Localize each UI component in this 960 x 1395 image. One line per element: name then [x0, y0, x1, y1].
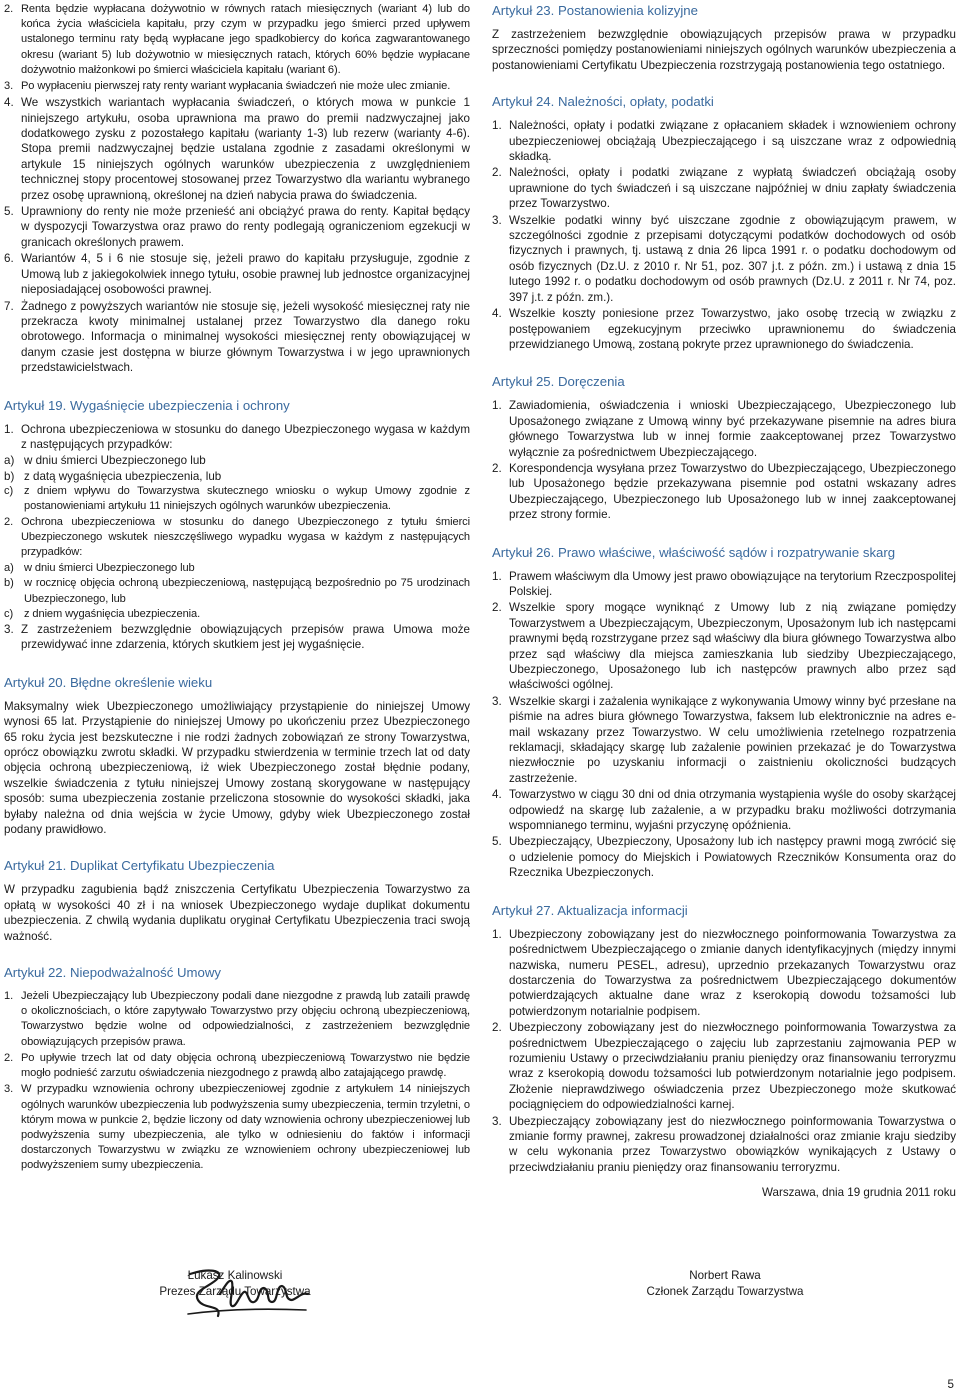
- sub-list: [4, 453, 470, 514]
- article-26-heading: Artykuł 26. Prawo właściwe, właściwość sądów i rozpatrywanie skarg: [492, 544, 896, 560]
- list-item: 1. Prawem właściwym dla Umowy jest prawo obowiązujące na terytorium Rzeczpospolitej Polskiej.: [492, 569, 956, 598]
- list-item: 3. Po wypłaceniu pierwszej raty renty wariant wypłacania świadczeń nie może ulec zmianie.: [4, 80, 451, 93]
- signatory-name: Norbert Rawa: [689, 1269, 761, 1282]
- signature-block-right: [620, 1268, 830, 1299]
- list-item: 1. Ochrona ubezpieczeniowa w stosunku do danego Ubezpieczonego wygasa w każdym z następujących przypadków:: [4, 422, 470, 451]
- list-item: 1. Zawiadomienia, oświadczenia i wnioski Ubezpieczającego, Ubezpieczonego lub Uposażonego związane z Umową winny być przekazywane pisemnie na adres biura głównego Towarzystwa lub w innej formie zaakceptowanej przez Towarzystwo wyłącznie za pośrednictwem Ubezpieczającego.: [492, 399, 956, 459]
- list-item: 3. Z zastrzeżeniem bezwzględnie obowiązujących przepisów prawa Umowa może przewidywać inne zdarzenia, których skutkiem jest jej wygaśnięcie.: [4, 622, 470, 652]
- article-22-heading: Artykuł 22. Niepodważalność Umowy: [4, 965, 221, 981]
- article-23-heading: Artykuł 23. Postanowienia kolizyjne: [492, 3, 698, 18]
- list-item: 6. Wariantów 4, 5 i 6 nie stosuje się, jeżeli prawo do kapitału przysługuje, zgodnie z Umową lub z jakiegokolwiek innego tytułu, osobie prawnej lub jednostce organizacyjnej nieposiadającej osobowości prawnej.: [4, 252, 470, 297]
- sub-list: [4, 561, 470, 622]
- right-column: [492, 2, 956, 1201]
- list-item: 2. Korespondencja wysyłana przez Towarzystwo do Ubezpieczającego, Ubezpieczonego lub Uposażonego będzie przekazywana pisemnie pod ostatni wskazany adres Ubezpieczającego, Ubezpieczonego lub Uposażonego lub w innej zaakceptowanej przez strony formie.: [492, 461, 956, 522]
- left-column: [4, 2, 470, 1175]
- list-item: 1. Jeżeli Ubezpieczający lub Ubezpieczony podali dane niezgodne z prawdą lub zatаili prawdę o okolicznościach, o które zapytywało Towarzystwo przy objęciu ochroną ubezpieczeniową, Towarzystwo będzie wolne od odpowiedzialności, z zastrzeżeniem bezwzględnie obowiązujących przepisów prawa.: [4, 990, 470, 1048]
- article-21-text: W przypadku zagubienia bądź zniszczenia Certyfikatu Ubezpieczenia Towarzystwo za opłatą w wysokości 40 zł i na wniosek Ubezpieczonego wydaje duplikat dokumentu ubezpieczenia. Z chwilą wydania duplikatu oryginał Certyfikatu Ubezpieczenia traci swoją ważność.: [4, 883, 470, 943]
- list-item: 3. Wszelkie podatki winny być uiszczane zgodnie z obowiązującym prawem, w szczególności zgodnie z przepisami dotyczącymi podatków dochodowych od osób fizycznych i prawnych, tj. ustawą z dnia 26 lipca 1991 r. o podatku dochodowym od osób fizycznych (Dz.U. z 2010 r. Nr 51, poz. 307 j.t. z późn. zm.) i ustawą z dnia 15 lutego 1992 r. o podatku dochodowym od osób prawnych (Dz.U. z 2011 r. Nr 74, poz. 397 j.t. z późn. zm.).: [492, 213, 956, 304]
- sub-item: c) z dniem wygaśnięcia ubezpieczenia.: [4, 607, 201, 620]
- article-25-heading: Artykuł 25. Doręczenia: [492, 374, 625, 390]
- sub-item: b) z datą wygaśnięcia ubezpieczenia, lub: [4, 469, 222, 483]
- list-item: 1. Należności, opłaty i podatki związane z opłacaniem składek i wznowieniem ochrony ubezpieczeniowej obciążają Ubezpieczającego i są uiszczane wraz z odpowiednią składką.: [492, 119, 956, 164]
- list-item: 4. We wszystkich wariantach wypłacania świadczeń, o których mowa w punkcie 1 niniejszego artykułu, osoba uprawniona ma prawo do premii nadzwyczajnej jako dodatkowego zysku z pozostałego kapitału (warianty 1-3) lub rezerw (warianty 4-6). Stopa premii nadzwyczajnej będzie ustalana zgodnie z zasadami określonymi w artykule 15 niniejszych ogólnych warunków ubezpieczenia z uwzględnieniem technicznej stopy procentowej stosowanej przez Towarzystwo dla wariantu wybranego przez osobę uprawnioną, określonej na dzień nabycia prawa do świadczenia.: [4, 96, 470, 202]
- list-item: 2. Po upływie trzech lat od daty objęcia ochroną ubezpieczeniową Towarzystwo nie będzie mogło podnieść zarzutu oświadczenia niezgodnego z prawdą albo zatajającego prawdę.: [4, 1051, 470, 1080]
- list-item: 3. W przypadku wznowienia ochrony ubezpieczeniowej zgodnie z artykułem 14 niniejszych ogólnych warunków ubezpieczenia lub podwyższenia sumy ubezpieczenia, termin trzyletni, o którym mowa w punkcie 2, będzie liczony od daty wznowienia ochrony ubezpieczeniowej lub podwyższenia sumy ubezpieczenia, ale tylko w odniesieniu do faktów i informacji dostarczonych Towarzystwu w związku ze wznowieniem ochrony ubezpieczeniowej lub podwyższeniem sumy ubezpieczenia.: [4, 1083, 470, 1172]
- signatory-name: Łukasz Kalinowski: [187, 1269, 283, 1282]
- signatory-role: Prezes Zarządu Towarzystwa: [159, 1284, 311, 1298]
- list-item: 7. Żadnego z powyższych wariantów nie stosuje się, jeżeli wysokość miesięcznej raty nie przekracza kwoty minimalnej ustalanej przez Towarzystwo dla danego roku obrotowego. Informacja o minimalnej wysokości miesięcznej renty obowiązującej w danym czasie jest dostępna w biurze głównym Towarzystwa i w jego uprawnionych przedstawicielstwach.: [4, 299, 470, 375]
- list-item: 1. Ubezpieczony zobowiązany jest do niezwłocznego poinformowania Towarzystwa za pośrednictwem Ubezpieczającego o zmianie danych identyfikacyjnych (między innymi nazwiska, numeru PESEL, adresu), uprzednio przekazanych Towarzystwu oraz dostarczenia do Towarzystwa za pośrednictwem Ubezpieczającego dokumentów potwierdzających aktualne dane wraz z kserokopią dowodu tożsamości lub potwierdzonym notarialnie podpisem.: [492, 927, 956, 1018]
- article-24-heading: Artykuł 24. Należności, opłaty, podatki: [492, 94, 714, 110]
- article-21-heading: Artykuł 21. Duplikat Certyfikatu Ubezpieczenia: [4, 858, 275, 874]
- signature-block-left: [130, 1268, 340, 1299]
- list-item: 3. Ubezpieczający zobowiązany jest do niezwłocznego poinformowania Towarzystwa o zmianie formy prawnej, zakresu prowadzonej działalności oraz zmianie kraju siedziby w celu wykonania przez Towarzystwo obowiązków wynikających z Ustawy o przeciwdziałaniu praniu pieniędzy oraz finansowaniu terroryzmu.: [492, 1114, 956, 1174]
- article-20-text: Maksymalny wiek Ubezpieczonego umożliwiający przystąpienie do niniejszej Umowy wynosi 65 lat. Przystąpienie do niniejszej Umowy po ukończeniu przez Ubezpieczonego 65 roku życia jest bezskuteczne i nie rodzi żadnych zobowiązań ze strony Towarzystwa, oprócz obowiązku zwrotu składki. W przypadku stwierdzenia w terminie trzech lat od daty objęcia ochroną ubezpieczeniową, iż wiek Ubezpieczonego został błędnie podany, wszelkie świadczenia z tytułu niniejszej Umowy zostaną skorygowane w następujący sposób: suma ubezpieczenia zostanie przeliczona stosownie do wysokości składki, jaka byłaby należna od dnia wejścia w życie Umowy, gdyby wiek Ubezpieczonego został podany prawidłowo.: [4, 699, 470, 837]
- page-number: 5: [947, 1378, 954, 1391]
- article-18-continuation: [4, 2, 470, 376]
- list-item: 3. Wszelkie skargi i zażalenia wynikające z wykonywania Umowy winny być przesłane na piśmie na adres biura głównego Towarzystwa, faksem lub elektronicznie na adres e-mail wskazany przez Towarzystwo. W celu umożliwienia rzetelnego rozpatrzenia reklamacji, składający skargę lub zażalenie powinien przekazać je do Towarzystwa niezwłocznie po uzyskaniu informacji o zaistnieniu okoliczności budzących zastrzeżenie.: [492, 694, 956, 785]
- signatory-role: Członek Zarządu Towarzystwa: [646, 1284, 804, 1298]
- place-and-date: Warszawa, dnia 19 grudnia 2011 roku: [762, 1186, 956, 1200]
- list-item: 2. Renta będzie wypłacana dożywotnio w równych ratach miesięcznych (wariant 4) lub do końca życia właściciela kapitału, przy czym w przypadku jego śmierci przed upływem ustalonego terminu raty będą wypłacane jego spadkobiercy do końca zagwarantowanego okresu (wariant 5) lub dożywotnio w miesięcznych ratach, których 60% będzie wypłacane dożywotnio małżonkowi po śmierci właściciela kapitału (wariant 6).: [4, 3, 470, 76]
- list-item: 2. Ochrona ubezpieczeniowa w stosunku do danego Ubezpieczonego z tytułu śmierci Ubezpieczonego wskutek nieszczęśliwego wypadku wygasa w każdym z następujących przypadków:: [4, 515, 470, 558]
- sub-item: c) z dniem wpływu do Towarzystwa skutecznego wniosku o wykup Umowy zgodnie z postanowieniami artykułu 11 niniejszych ogólnych warunków ubezpieczenia.: [4, 485, 470, 513]
- article-20-heading: Artykuł 20. Błędne określenie wieku: [4, 674, 213, 690]
- list-item: 2. Ubezpieczony zobowiązany jest do niezwłocznego poinformowania Towarzystwa za pośrednictwem Ubezpieczającego o zajęciu lub zaprzestaniu zajmowania PEP w rozumieniu Ustawy o przeciwdziałaniu praniu pieniędzy oraz finansowaniu terroryzmu wraz z kserokopią dowodu tożsamości lub potwierdzonym notarialnie jego podpisem. Złożenie nieprawdziwego oświadczenia przez Ubezpieczonego może skutkować pociągnięciem do odpowiedzialności karnej.: [492, 1021, 956, 1112]
- sub-item: b) w rocznicę objęcia ochroną ubezpieczeniową, następującą bezpośrednio po 75 urodzinach Ubezpieczonego, lub: [4, 577, 470, 605]
- list-item: 5. Uprawniony do renty nie może przenieść ani obciążyć prawa do renty. Kapitał będący w dyspozycji Towarzystwa oraz prawo do renty podlegają ograniczeniom egzekucji w granicach określonych prawem.: [4, 205, 470, 249]
- sub-item: a) w dniu śmierci Ubezpieczonego lub: [4, 562, 195, 575]
- article-19-heading: Artykuł 19. Wygaśnięcie ubezpieczenia i ochrony: [4, 397, 290, 413]
- list-item: 2. Należności, opłaty i podatki związane z wypłatą świadczeń obciążają osoby uprawnione do tych świadczeń i są uiszczane najpóźniej w dniu zapłaty świadczenia przez Towarzystwo.: [492, 166, 956, 211]
- list-item: 5. Ubezpieczający, Ubezpieczony, Uposażony lub ich następcy prawni mogą zwrócić się o udzielenie pomocy do Miejskich i Powiatowych Rzeczników Konsumenta oraz do Rzecznika Ubezpieczonych.: [492, 835, 956, 880]
- sub-item: a) w dniu śmierci Ubezpieczonego lub: [4, 454, 206, 468]
- list-item: 4. Wszelkie koszty poniesione przez Towarzystwo, jako osobę trzecią w związku z postępowaniem egzekucyjnym przeciwko uprawnionemu do świadczenia przewidzianego Umową, zostaną pokryte przez uprawnionego do świadczenia.: [492, 307, 956, 351]
- article-23-text: Z zastrzeżeniem bezwzględnie obowiązujących przepisów prawa w przypadku sprzeczności pomiędzy postanowieniami niniejszych ogólnych warunków ubezpieczenia a postanowieniami Certyfikatu Ubezpieczenia rozstrzygają postanowienia tego ostatniego.: [492, 28, 956, 72]
- list-item: 2. Wszelkie spory mogące wyniknąć z Umowy lub z nią związane pomiędzy Towarzystwem a Ubezpieczającym, Ubezpieczonym, Uposażonym lub ich następcami prawnymi będą rozstrzygane przez sąd właściwy dla biura głównego Towarzystwa albo przez sąd właściwy dla miejsca zamieszkania lub siedziby Ubezpieczającego, Ubezpieczonego, Uposażonego lub ich następców prawnych albo przez sąd właściwości ogólnej.: [492, 601, 956, 692]
- article-27-heading: Artykuł 27. Aktualizacja informacji: [492, 902, 688, 918]
- list-item: 4. Towarzystwo w ciągu 30 dni od dnia otrzymania wystąpienia wyśle do osoby skarżącej odpowiedź na skargę lub zażalenie, a w przypadku braku możliwości dotrzymania wspomnianego terminu, wyjaśni przyczynę opóźnienia.: [492, 788, 956, 833]
